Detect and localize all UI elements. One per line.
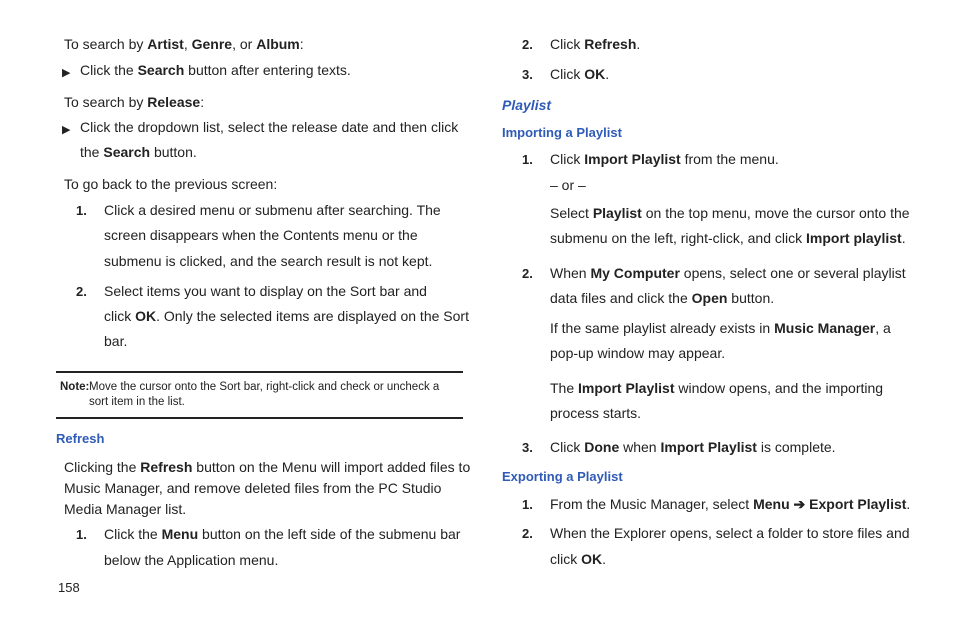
step-number: 2.: [522, 37, 533, 52]
import-step2-p3-line2: process starts.: [550, 405, 642, 421]
refresh-line1: Clicking the Refresh button on the Menu will import added files to: [64, 459, 471, 475]
bullet-triangle-icon: ▶: [62, 124, 71, 136]
exporting-heading: Exporting a Playlist: [502, 469, 623, 484]
back-intro: To go back to the previous screen:: [64, 176, 278, 192]
step2-line1: Select items you want to display on the Sort bar and: [104, 283, 427, 299]
bullet-search: Click the Search button after entering texts.: [80, 62, 351, 78]
step-number: 2.: [522, 526, 533, 541]
import-step2-line1: When My Computer opens, select one or several playlist: [550, 265, 906, 281]
export-step1: From the Music Manager, select Menu ➔ Export Playlist.: [550, 496, 911, 512]
refresh-line3: Media Manager list.: [64, 501, 187, 517]
step-number: 1.: [522, 497, 533, 512]
step1-line3: submenu is clicked, and the search result is not kept.: [104, 253, 433, 269]
step-number: 2.: [76, 284, 87, 299]
search-intro: To search by Artist, Genre, or Album:: [64, 36, 304, 52]
bullet-release-line2: the Search button.: [80, 144, 197, 160]
import-step1b-line1: Select Playlist on the top menu, move the cursor onto the: [550, 205, 910, 221]
bullet-triangle-icon: ▶: [62, 67, 71, 79]
import-step2-p2-line2: pop-up window may appear.: [550, 345, 726, 361]
refresh-step1-line1: Click the Menu button on the left side of the submenu bar: [104, 526, 461, 542]
refresh-step2: Click Refresh.: [550, 36, 641, 52]
step-number: 3.: [522, 440, 533, 455]
bullet-release-line1: Click the dropdown list, select the release date and then click: [80, 119, 459, 135]
step2-line3: bar.: [104, 333, 128, 349]
step1-line1: Click a desired menu or submenu after searching. The: [104, 202, 441, 218]
page-number: 158: [58, 580, 80, 595]
refresh-step1-line2: below the Application menu.: [104, 552, 279, 568]
step2-line2: click OK. Only the selected items are displayed on the Sort: [104, 308, 469, 324]
playlist-heading: Playlist: [502, 97, 552, 113]
refresh-heading: Refresh: [56, 431, 105, 446]
step-number: 1.: [522, 152, 533, 167]
step-number: 2.: [522, 266, 533, 281]
import-step2-p2-line1: If the same playlist already exists in Music Manager, a: [550, 320, 891, 336]
note-box: [56, 371, 463, 419]
note-line1: Move the cursor onto the Sort bar, right-click and check or uncheck a: [89, 381, 440, 393]
step1-line2: screen disappears when the Contents menu or the: [104, 227, 418, 243]
refresh-line2: Music Manager, and remove deleted files from the PC Studio: [64, 480, 442, 496]
or-separator: – or –: [550, 177, 586, 193]
note-label: Note:: [60, 381, 90, 393]
importing-heading: Importing a Playlist: [502, 125, 622, 140]
import-step2-line2: data files and click the Open button.: [550, 290, 775, 306]
step-number: 1.: [76, 527, 87, 542]
import-step1b-line2: submenu on the left, right-click, and click Import playlist.: [550, 230, 906, 246]
step-number: 1.: [76, 203, 87, 218]
refresh-step3: Click OK.: [550, 66, 610, 82]
import-step2-p3-line1: The Import Playlist window opens, and the importing: [550, 380, 884, 396]
step-number: 3.: [522, 67, 533, 82]
arrow-right-icon: ➔: [789, 496, 810, 512]
import-step3: Click Done when Import Playlist is complete.: [550, 439, 836, 455]
export-step2-line2: click OK.: [550, 551, 607, 567]
release-intro: To search by Release:: [64, 94, 205, 110]
import-step1: Click Import Playlist from the menu.: [550, 151, 779, 167]
export-step2-line1: When the Explorer opens, select a folder to store files and: [550, 525, 910, 541]
note-line2: sort item in the list.: [89, 396, 185, 408]
